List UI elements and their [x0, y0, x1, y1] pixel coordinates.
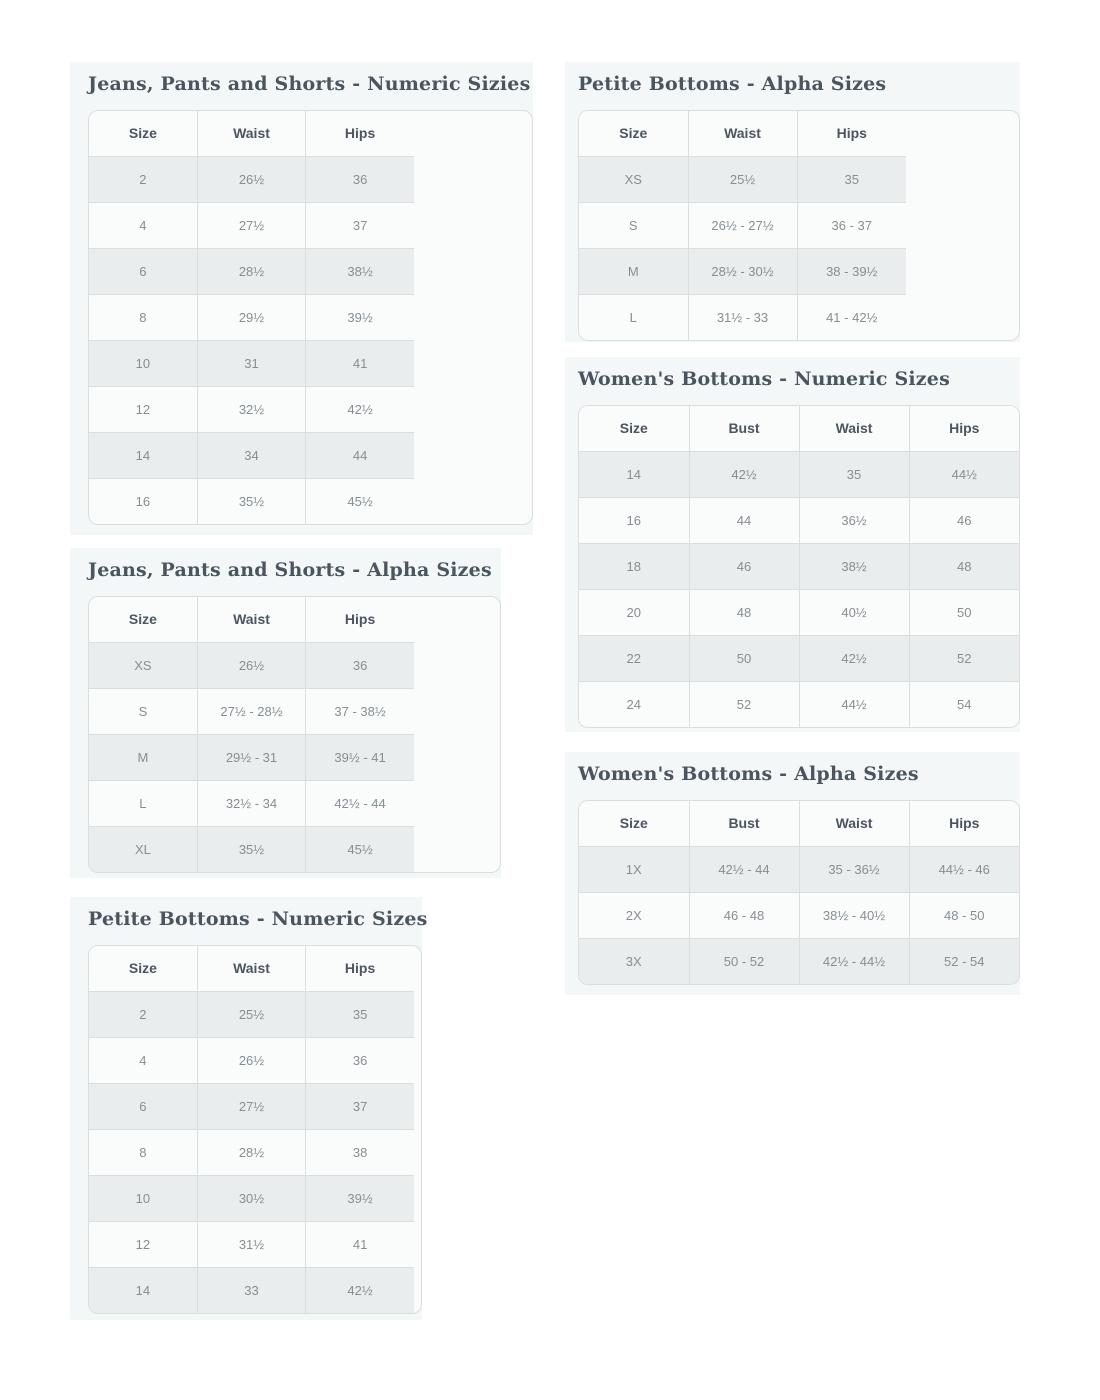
chart-title-jeans-numeric: Jeans, Pants and Shorts - Numeric Sizies — [88, 73, 531, 95]
table-cell: 50 - 52 — [689, 938, 799, 984]
table-row — [579, 892, 1019, 938]
table-cell: 40½ — [799, 589, 909, 635]
column-header-waist: Waist — [197, 111, 305, 156]
table-cell: 39½ — [306, 294, 414, 340]
table-row — [579, 294, 906, 340]
table-cell: 14 — [579, 451, 689, 497]
panel-jeans-pants-shorts-numeric — [70, 62, 533, 535]
panel-petite-bottoms-alpha — [565, 62, 1020, 342]
panel-jeans-pants-shorts-alpha — [70, 548, 501, 878]
table-cell: 25½ — [197, 991, 305, 1037]
table-cell: 1X — [579, 846, 689, 892]
table-cell: 41 — [306, 340, 414, 386]
table-row — [89, 991, 414, 1037]
chart-title-womens-alpha: Women's Bottoms - Alpha Sizes — [578, 763, 919, 785]
table-cell: 35½ — [197, 478, 305, 524]
table-cell: S — [579, 202, 688, 248]
table-cell: 34 — [197, 432, 305, 478]
size-table-grid — [579, 111, 906, 340]
column-header-hips: Hips — [306, 111, 414, 156]
table-cell: 33 — [197, 1267, 305, 1313]
table-cell: 36 — [306, 156, 414, 202]
table-row — [89, 1221, 414, 1267]
table-cell: 2 — [89, 991, 197, 1037]
table-cell: 50 — [689, 635, 799, 681]
table-cell: 39½ — [306, 1175, 414, 1221]
size-table-womens-alpha — [578, 800, 1020, 985]
table-row — [89, 432, 414, 478]
table-row — [579, 846, 1019, 892]
column-header-size: Size — [579, 406, 689, 451]
table-cell: 32½ — [197, 386, 305, 432]
table-cell: 42½ - 44½ — [799, 938, 909, 984]
table-cell: 46 — [909, 497, 1019, 543]
column-header-waist: Waist — [688, 111, 797, 156]
table-row — [579, 156, 906, 202]
table-row — [89, 688, 414, 734]
table-cell: 14 — [89, 1267, 197, 1313]
table-cell: 45½ — [306, 478, 414, 524]
table-row — [89, 156, 414, 202]
column-header-hips: Hips — [306, 946, 414, 991]
chart-title-womens-numeric: Women's Bottoms - Numeric Sizes — [578, 368, 950, 390]
table-row — [579, 589, 1019, 635]
table-cell: XS — [579, 156, 688, 202]
table-row — [89, 734, 414, 780]
table-row — [579, 497, 1019, 543]
table-cell: 36 — [306, 642, 414, 688]
header-row — [89, 597, 414, 642]
table-cell: 37 — [306, 202, 414, 248]
table-cell: 6 — [89, 248, 197, 294]
column-header-bust: Bust — [689, 801, 799, 846]
column-header-hips: Hips — [909, 801, 1019, 846]
table-cell: 42½ — [306, 386, 414, 432]
table-row — [89, 386, 414, 432]
table-cell: 8 — [89, 1129, 197, 1175]
size-table-petite-alpha — [578, 110, 1020, 341]
table-row — [579, 635, 1019, 681]
table-cell: M — [89, 734, 197, 780]
header-row — [579, 801, 1019, 846]
table-cell: 36½ — [799, 497, 909, 543]
table-row — [89, 478, 414, 524]
table-cell: 28½ - 30½ — [688, 248, 797, 294]
table-cell: 42½ - 44 — [306, 780, 414, 826]
table-cell: 52 — [689, 681, 799, 727]
table-row — [89, 340, 414, 386]
size-table-petite-numeric — [88, 945, 422, 1314]
table-cell: 31 — [197, 340, 305, 386]
table-cell: 27½ — [197, 202, 305, 248]
table-row — [89, 294, 414, 340]
table-cell: 10 — [89, 1175, 197, 1221]
size-table-grid — [89, 111, 414, 524]
column-header-hips: Hips — [909, 406, 1019, 451]
table-cell: 37 — [306, 1083, 414, 1129]
table-cell: 48 - 50 — [909, 892, 1019, 938]
column-header-waist: Waist — [197, 946, 305, 991]
table-cell: 44½ — [799, 681, 909, 727]
table-cell: M — [579, 248, 688, 294]
table-row — [579, 202, 906, 248]
table-cell: 8 — [89, 294, 197, 340]
table-row — [89, 780, 414, 826]
column-header-size: Size — [89, 946, 197, 991]
table-cell: 35 — [797, 156, 906, 202]
table-row — [579, 938, 1019, 984]
table-cell: 18 — [579, 543, 689, 589]
table-cell: 37 - 38½ — [306, 688, 414, 734]
table-row — [89, 642, 414, 688]
column-header-waist: Waist — [799, 801, 909, 846]
table-cell: 36 - 37 — [797, 202, 906, 248]
table-cell: 38½ - 40½ — [799, 892, 909, 938]
table-cell: 29½ — [197, 294, 305, 340]
table-cell: 39½ - 41 — [306, 734, 414, 780]
header-row — [89, 946, 414, 991]
table-cell: S — [89, 688, 197, 734]
table-cell: 35 — [799, 451, 909, 497]
table-row — [89, 1267, 414, 1313]
table-row — [89, 1037, 414, 1083]
table-cell: 30½ — [197, 1175, 305, 1221]
table-cell: 31½ — [197, 1221, 305, 1267]
table-cell: 27½ — [197, 1083, 305, 1129]
size-table-jeans-alpha — [88, 596, 501, 873]
table-cell: L — [579, 294, 688, 340]
column-header-hips: Hips — [797, 111, 906, 156]
table-cell: 29½ - 31 — [197, 734, 305, 780]
table-cell: 28½ — [197, 1129, 305, 1175]
table-cell: 35 - 36½ — [799, 846, 909, 892]
table-cell: 44 — [689, 497, 799, 543]
table-cell: 2X — [579, 892, 689, 938]
column-header-size: Size — [579, 801, 689, 846]
table-cell: 41 - 42½ — [797, 294, 906, 340]
table-cell: 42½ - 44 — [689, 846, 799, 892]
table-cell: 4 — [89, 202, 197, 248]
column-header-waist: Waist — [197, 597, 305, 642]
table-cell: 44½ — [909, 451, 1019, 497]
table-cell: 12 — [89, 1221, 197, 1267]
table-cell: 12 — [89, 386, 197, 432]
size-table-jeans-numeric — [88, 110, 533, 525]
table-cell: 27½ - 28½ — [197, 688, 305, 734]
column-header-hips: Hips — [306, 597, 414, 642]
table-row — [579, 248, 906, 294]
table-cell: 3X — [579, 938, 689, 984]
panel-petite-bottoms-numeric — [70, 897, 428, 1320]
table-cell: 38½ — [799, 543, 909, 589]
table-cell: 26½ — [197, 1037, 305, 1083]
table-cell: 42½ — [689, 451, 799, 497]
size-table-grid — [579, 801, 1019, 984]
table-cell: 41 — [306, 1221, 414, 1267]
panel-womens-bottoms-numeric — [565, 357, 1020, 732]
table-cell: 38 — [306, 1129, 414, 1175]
table-cell: 52 - 54 — [909, 938, 1019, 984]
table-row — [89, 826, 414, 872]
table-cell: 35 — [306, 991, 414, 1037]
table-cell: XS — [89, 642, 197, 688]
table-cell: 24 — [579, 681, 689, 727]
table-cell: 38 - 39½ — [797, 248, 906, 294]
table-cell: 44½ - 46 — [909, 846, 1019, 892]
table-cell: 35½ — [197, 826, 305, 872]
table-row — [89, 248, 414, 294]
table-cell: 54 — [909, 681, 1019, 727]
table-cell: 42½ — [799, 635, 909, 681]
table-row — [89, 1129, 414, 1175]
chart-title-jeans-alpha: Jeans, Pants and Shorts - Alpha Sizes — [88, 559, 492, 581]
table-cell: 46 - 48 — [689, 892, 799, 938]
table-cell: 52 — [909, 635, 1019, 681]
chart-title-petite-numeric: Petite Bottoms - Numeric Sizes — [88, 908, 428, 930]
table-cell: 25½ — [688, 156, 797, 202]
table-cell: 44 — [306, 432, 414, 478]
table-cell: 4 — [89, 1037, 197, 1083]
table-cell: 22 — [579, 635, 689, 681]
chart-title-petite-alpha: Petite Bottoms - Alpha Sizes — [578, 73, 887, 95]
header-row — [579, 111, 906, 156]
panel-womens-bottoms-alpha — [565, 752, 1020, 995]
header-row — [579, 406, 1019, 451]
table-cell: 26½ — [197, 156, 305, 202]
table-cell: 14 — [89, 432, 197, 478]
table-cell: 36 — [306, 1037, 414, 1083]
table-cell: 32½ - 34 — [197, 780, 305, 826]
table-cell: 26½ - 27½ — [688, 202, 797, 248]
table-cell: 2 — [89, 156, 197, 202]
table-cell: 50 — [909, 589, 1019, 635]
size-table-grid — [89, 597, 414, 872]
table-cell: 16 — [579, 497, 689, 543]
table-cell: 31½ - 33 — [688, 294, 797, 340]
header-row — [89, 111, 414, 156]
column-header-size: Size — [89, 111, 197, 156]
table-cell: 20 — [579, 589, 689, 635]
table-row — [89, 1175, 414, 1221]
table-cell: 6 — [89, 1083, 197, 1129]
size-table-womens-numeric — [578, 405, 1020, 728]
table-row — [579, 451, 1019, 497]
column-header-bust: Bust — [689, 406, 799, 451]
table-row — [579, 543, 1019, 589]
table-cell: 46 — [689, 543, 799, 589]
table-cell: 16 — [89, 478, 197, 524]
table-cell: 38½ — [306, 248, 414, 294]
table-row — [579, 681, 1019, 727]
column-header-size: Size — [89, 597, 197, 642]
table-cell: 26½ — [197, 642, 305, 688]
size-table-grid — [89, 946, 414, 1313]
column-header-size: Size — [579, 111, 688, 156]
table-cell: 48 — [909, 543, 1019, 589]
table-cell: 10 — [89, 340, 197, 386]
column-header-waist: Waist — [799, 406, 909, 451]
table-cell: 48 — [689, 589, 799, 635]
table-cell: 28½ — [197, 248, 305, 294]
table-row — [89, 1083, 414, 1129]
size-table-grid — [579, 406, 1019, 727]
table-cell: L — [89, 780, 197, 826]
table-cell: XL — [89, 826, 197, 872]
table-cell: 45½ — [306, 826, 414, 872]
table-row — [89, 202, 414, 248]
table-cell: 42½ — [306, 1267, 414, 1313]
